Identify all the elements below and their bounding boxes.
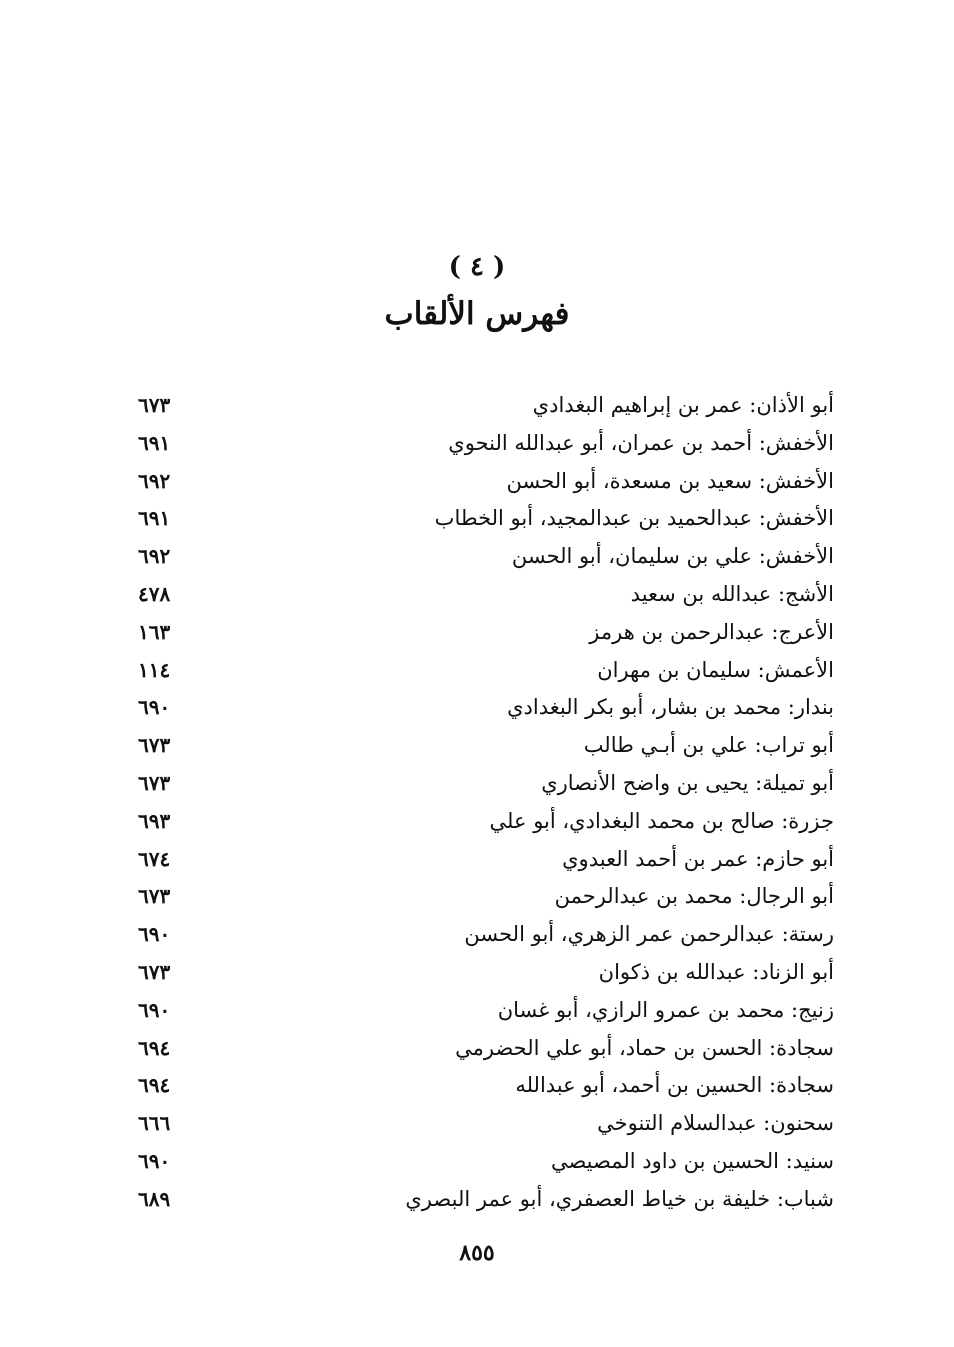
page-reference: ١٦٣: [138, 619, 171, 644]
index-list: [130, 388, 834, 1220]
entry-text: الأشج: عبدالله بن سعيد: [630, 581, 834, 606]
page-reference: ٦٩٠: [138, 695, 171, 720]
page-reference: ٦٧٣: [138, 770, 171, 795]
entry-text: أبو الزناد: عبدالله بن ذكوان: [598, 959, 834, 984]
page-reference: ٦٩٠: [138, 922, 171, 947]
page-reference: ٦٦٦: [138, 1111, 171, 1136]
page-reference: ٦٩١: [138, 430, 171, 455]
page-reference: ٦٩٤: [138, 1073, 171, 1098]
entry-text: سجادة: الحسين بن أحمد، أبو عبدالله: [515, 1073, 834, 1098]
index-entry: [130, 1068, 834, 1106]
entry-text: أبو حازم: عمر بن أحمد العبدوي: [562, 846, 834, 871]
index-entry: [130, 501, 834, 539]
index-entry: [130, 993, 834, 1031]
page-reference: ٦٧٣: [138, 884, 171, 909]
index-entry: [130, 955, 834, 993]
index-entry: [130, 917, 834, 955]
entry-text: زنيج: محمد بن عمرو الرازي، أبو غسان: [497, 997, 834, 1022]
index-entry: [130, 766, 834, 804]
page-reference: ٦٩٠: [138, 1148, 171, 1173]
index-entry: [130, 615, 834, 653]
index-entry: [130, 388, 834, 426]
section-number: ( ٤ ): [448, 252, 506, 282]
page-reference: ١١٤: [138, 657, 171, 682]
index-entry: [130, 804, 834, 842]
page-reference: ٦٧٣: [138, 393, 171, 417]
index-entry: [130, 426, 834, 464]
index-entry: [130, 653, 834, 691]
entry-text: سجادة: الحسن بن حماد، أبو علي الحضرمي: [455, 1035, 834, 1060]
index-entry: [130, 842, 834, 880]
index-entry: [130, 1106, 834, 1144]
index-entry: [130, 1031, 834, 1069]
entry-text: أبو الرجال: محمد بن عبدالرحمن: [554, 884, 834, 909]
page-reference: ٤٧٨: [138, 581, 171, 606]
page-reference: ٦٩٣: [138, 808, 171, 833]
index-entry: [130, 464, 834, 502]
page-reference: ٦٨٩: [138, 1186, 171, 1211]
entry-text: الأخفش: عبدالحميد بن عبدالمجيد، أبو الخطاب: [434, 506, 834, 531]
page-number: ٨٥٥: [459, 1240, 495, 1266]
page-reference: ٦٧٣: [138, 733, 171, 758]
entry-text: أبو تميلة: يحيى بن واضح الأنصاري: [541, 770, 834, 795]
index-entry: [130, 1144, 834, 1182]
page-reference: ٦٧٣: [138, 959, 171, 984]
page-title: فهرس الألقاب: [384, 296, 570, 332]
page-reference: ٦٩٠: [138, 997, 171, 1022]
page-reference: ٦٧٤: [138, 846, 171, 871]
entry-text: سحنون: عبدالسلام التنوخي: [597, 1111, 834, 1136]
index-entry: [130, 728, 834, 766]
entry-text: بندار: محمد بن بشار، أبو بكر البغدادي: [507, 695, 834, 720]
page-reference: ٦٩٤: [138, 1035, 171, 1060]
entry-text: الأعرج: عبدالرحمن بن هرمز: [589, 619, 834, 644]
page-reference: ٦٩١: [138, 506, 171, 531]
entry-text: سنيد: الحسين بن داود المصيصي: [550, 1148, 834, 1173]
page-reference: ٦٩٢: [138, 468, 171, 493]
index-entry: [130, 1182, 834, 1220]
index-entry: [130, 539, 834, 577]
entry-text: الأخفش: سعيد بن مسعدة، أبو الحسن: [506, 468, 834, 493]
entry-text: الأعمش: سليمان بن مهران: [597, 657, 834, 682]
entry-text: شباب: خليفة بن خياط العصفري، أبو عمر البصري: [405, 1186, 834, 1211]
index-entry: [130, 577, 834, 615]
index-entry: [130, 690, 834, 728]
entry-text: الأخفش: علي بن سليمان، أبو الحسن: [511, 544, 834, 569]
entry-text: رستة: عبدالرحمن عمر الزهري، أبو الحسن: [464, 922, 834, 947]
entry-text: جزرة: صالح بن محمد البغدادي، أبو علي: [489, 808, 834, 833]
entry-text: أبو تراب: علي بن أبـي طالب: [583, 733, 834, 758]
index-entry: [130, 879, 834, 917]
entry-text: الأخفش: أحمد بن عمران، أبو عبدالله النحوي: [448, 430, 834, 455]
page-reference: ٦٩٢: [138, 544, 171, 569]
entry-text: أبو الأذان: عمر بن إبراهيم البغدادي: [532, 393, 834, 417]
